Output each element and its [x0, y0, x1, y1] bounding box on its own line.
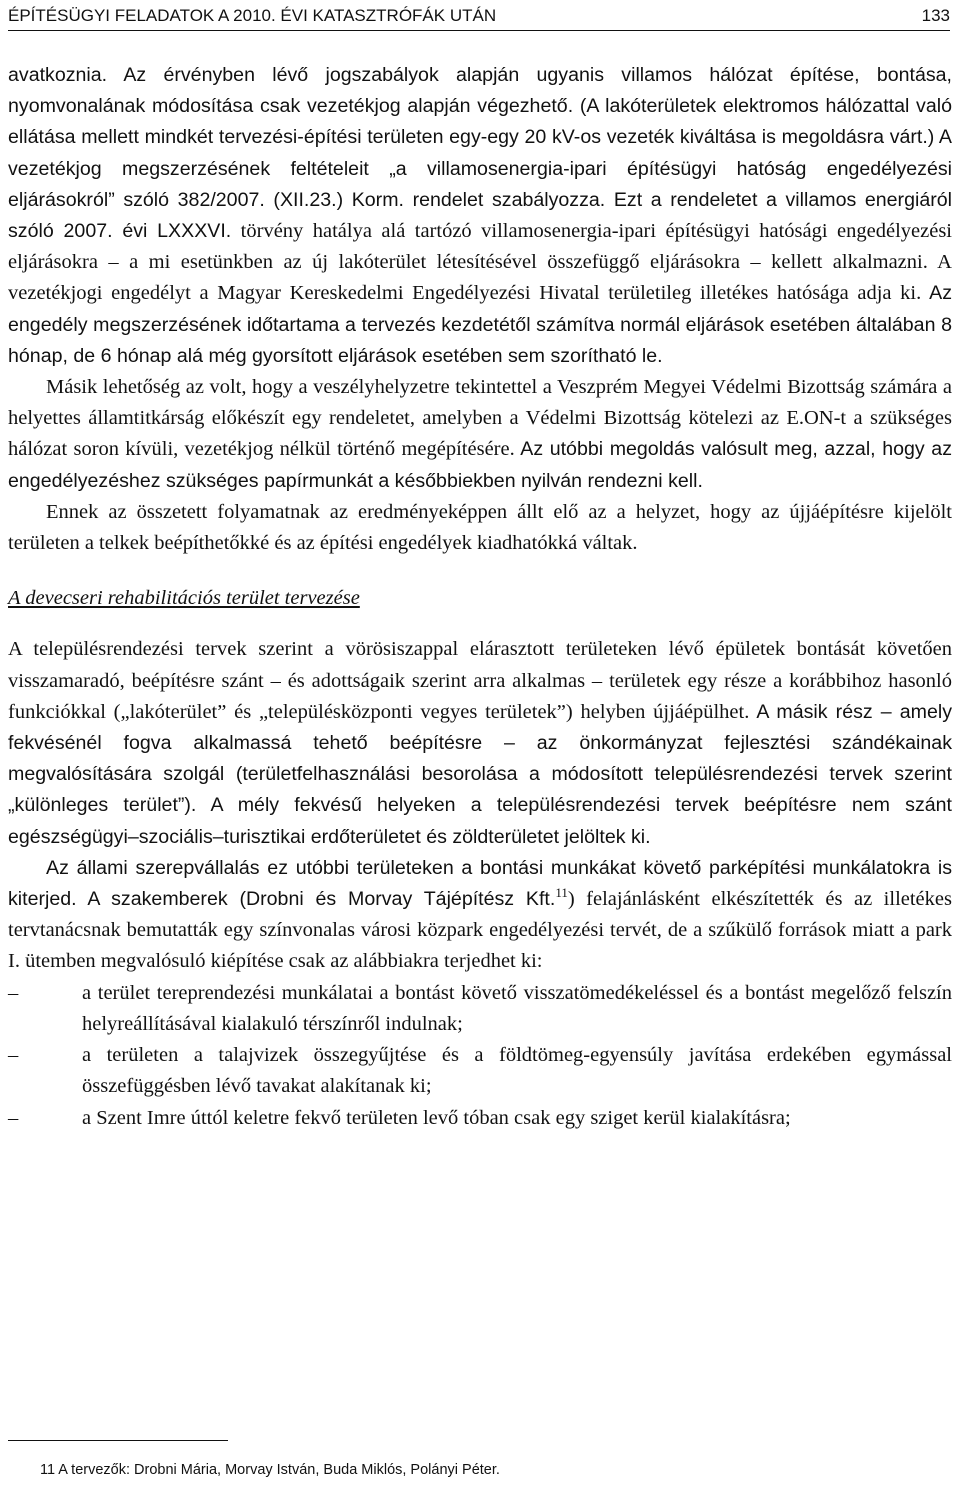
paragraph-1-part-a: avatkoznia. Az érvényben lévő jogszabályok alapján ugyanis villamos hálózat építése, bontása, nyomvonalának módosítása csak vezetékjog alapján végezhető. (A lakóterületek elektromos hálózattal való ellátása mellett mindkét tervezési-építési területen egy-egy 20 kV-os vezeték kiváltása is megoldásra várt.) A vezetékjog megszerzésének feltételeit „a villamosenergia-ipari építésügyi hatóság engedélyezési eljárásokról” szóló 382/2007. (XII.23.) Korm. rendelet szabályozza. Ezt a rendeletet a villamos energiáról szóló 2007. évi LXXXVI.: [8, 64, 952, 243]
list-item: [8, 1040, 952, 1102]
list-item-text: a Szent Imre úttól keletre fekvő területen levő tóban csak egy sziget kerül kialakításra;: [82, 1106, 791, 1129]
footnote-reference[interactable]: 11: [555, 885, 568, 901]
paragraph-4-part-a: A településrendezési tervek szerint a vörösiszappal elárasztott területeken lévő épületek bontását követően visszamaradó, beépítésre szánt – és adottságaik szerint arra alkalmas – területek egy része a korábbihoz hasonló funkciókkal („lakóterület” és „településközponti vegyes területek”) helyben újjáépülhet.: [8, 638, 952, 723]
paragraph-2-part-a: Másik lehetőség az volt, hogy a veszélyhelyzetre tekintettel a Veszprém Megyei Védelmi Bizottság számára a helyettes államtitkárság előkészít egy rendeletet, amelyben a Védelmi Bizottság kötelezi az E.ON-t a szükséges hálózat soron kívüli, vezetékjog nélkül történő megépítésére.: [8, 376, 952, 461]
bullet-list: [8, 978, 952, 1134]
list-item-text: a területen a talajvizek összegyűjtése és a földtömeg-egyensúly javítása erdekében egymással összefüggésben lévő tavakat alakítanak ki;: [82, 1044, 952, 1098]
paragraph-4-part-b: A másik rész – amely fekvésénél fogva alkalmassá tehető beépítésre – az önkormányzat fejlesztési szándékainak megvalósítására szolgál (területfelhasználási besorolása a módosított településrendezési tervek szerint „különleges terület”). A mély fekvésű helyeken a településrendezési tervek beépítésre nem szánt egészségügyi–szociális–turisztikai erdőterületet és zöldterületet jelöltek ki.: [8, 700, 952, 848]
running-header: [8, 4, 950, 31]
footnote-divider: [8, 1440, 228, 1441]
paragraph-3: Ennek az összetett folyamatnak az eredményeképpen állt elő az a helyzet, hogy az újjáépítésre kijelölt területen a telkek beépíthetőkké és az építési engedélyek kiadhatókká váltak.: [8, 500, 952, 555]
dash-bullet: –: [8, 1044, 19, 1067]
dash-bullet: –: [8, 981, 19, 1004]
paragraph-1-part-c: Az engedély megszerzésének időtartama a tervezés kezdetétől számítva normál eljárások esetében általában 8 hónap, de 6 hónap alá még gyorsított eljárások esetében sem szorítható le.: [8, 282, 952, 367]
footnote: 11 A tervezők: Drobni Mária, Morvay István, Buda Miklós, Polányi Péter.: [40, 1462, 500, 1478]
paragraph-5: [8, 853, 952, 978]
list-item: [8, 978, 952, 1040]
list-item-text: a terület tereprendezési munkálatai a bontást követő visszatömedékeléssel és a bontást megelőző felszín helyreállításával kialakuló térszínről indulnak;: [82, 981, 952, 1035]
page-number: 133: [921, 6, 950, 25]
paragraph-2-part-b: Az utóbbi megoldás valósult meg, azzal, hogy az engedélyezéshez szükséges papírmunkát a későbbiekben nyilván rendezni kell.: [8, 438, 952, 492]
dash-bullet: –: [8, 1106, 19, 1129]
body-text: [8, 60, 952, 1134]
paragraph-5-part-b: ) felajánlásként elkészítették és az illetékes tervtanácsnak bemutatták egy színvonalas városi közpark engedélyezési tervét, de a szűkülő források miatt a park I. ütemben megvalósuló kiépítése csak az alábbiakra terjedhet ki:: [8, 888, 952, 973]
paragraph-5-part-a: Az állami szerepvállalás ez utóbbi területeken a bontási munkákat követő parképítési munkálatokra is kiterjed. A szakemberek (Drobni és Morvay Tájépítész Kft.: [8, 856, 952, 911]
header-title: ÉPÍTÉSÜGYI FELADATOK A 2010. ÉVI KATASZTRÓFÁK UTÁN: [8, 6, 497, 25]
paragraph-4: [8, 634, 952, 852]
paragraph-1-part-b: törvény hatálya alá tartózó villamosenergia-ipari építésügyi hatósági engedélyezési eljárásokra – a mi esetünkben az új lakóterület létesítésével összefüggő eljárásokra – kellett alkalmazni. A vezetékjogi engedélyt a Magyar Kereskedelmi Engedélyezési Hivatal területileg illetékes hatósága adja ki.: [8, 220, 952, 305]
list-item: [8, 1103, 952, 1134]
paragraph-2: [8, 372, 952, 497]
paragraph-1: [8, 60, 952, 372]
section-heading: A devecseri rehabilitációs terület tervezése: [8, 587, 360, 610]
